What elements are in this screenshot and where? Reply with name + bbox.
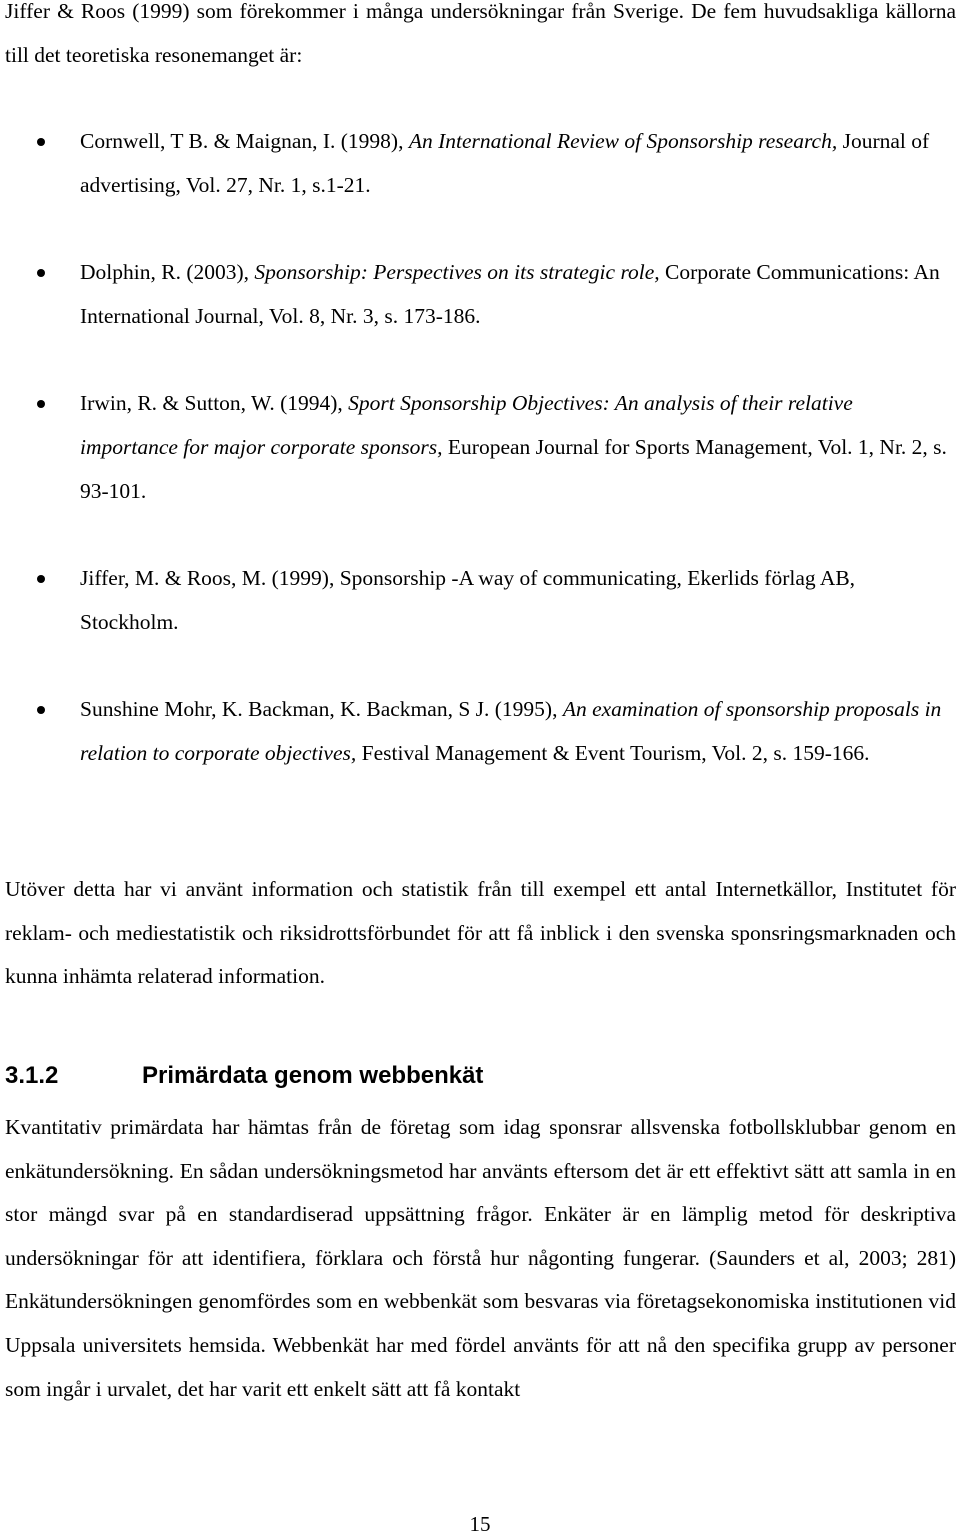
reference-item <box>0 120 960 207</box>
reference-authors: Dolphin, R. (2003), <box>80 260 250 285</box>
reference-authors: Cornwell, T B. & Maignan, I. (1998), <box>80 129 404 153</box>
reference-source: European Journal for Sports Management, Vol. 1, Nr. 2, s. 93-101. <box>80 434 947 503</box>
reference-list <box>0 120 960 820</box>
reference-title: An examination of sponsorship proposals in relation to corporate objectives, <box>80 697 942 765</box>
reference-item <box>0 688 960 775</box>
section-heading <box>5 1058 483 1094</box>
bullet-icon <box>37 400 45 408</box>
reference-source: Corporate Communications: An International Journal, Vol. 8, Nr. 3, s. 173-186. <box>80 260 940 328</box>
bullet-icon <box>37 575 45 583</box>
reference-authors: Sunshine Mohr, K. Backman, K. Backman, S J. (1995), <box>80 697 558 722</box>
reference-item <box>0 557 960 644</box>
bullet-icon <box>37 269 45 277</box>
reference-authors: Irwin, R. & Sutton, W. (1994), <box>80 391 343 416</box>
section-number: 3.1.2 <box>5 1062 59 1089</box>
bullet-icon <box>37 706 45 714</box>
reference-source: Festival Management & Event Tourism, Vol. 2, s. 159-166. <box>361 740 870 765</box>
page-number: 15 <box>469 1512 491 1536</box>
reference-title: An International Review of Sponsorship research, <box>408 129 838 153</box>
body-paragraph: Utöver detta har vi använt information och statistik från till exempel ett antal Internetkällor, Institutet för reklam- och mediestatistik och riksidrottsförbundet för att få inblick i den svenska sponsringsmarknaden och kunna inhämta relaterad information. <box>5 877 956 989</box>
reference-item <box>0 251 960 338</box>
reference-title: Sponsorship: Perspectives on its strategic role, <box>254 260 660 285</box>
reference-title: Sport Sponsorship Objectives: An analysis of their relative importance for major corporate sponsors, <box>80 391 853 459</box>
section-title: Primärdata genom webbenkät <box>142 1062 484 1089</box>
section-paragraph: Kvantitativ primärdata har hämtas från de företag som idag sponsrar allsvenska fotbollsklubbar genom en enkätundersökning. En sådan undersökningsmetod har använts eftersom det är ett effektivt sätt att samla in en stor mängd svar på en standardiserad uppsättning frågor. Enkäter är en lämplig metod för deskriptiva undersökningar för att identifiera, förklara och förstå hur någonting fungerar. (Saunders et al, 2003; 281) Enkätundersökningen genomfördes som en webbenkät som besvaras via företagsekonomiska institutionen vid Uppsala universitets hemsida. Webbenkät har med fördel använts för att nå den specifika grupp av personer som ingår i urvalet, det har varit ett enkelt sätt att få kontakt <box>5 1115 956 1401</box>
bullet-icon <box>37 138 45 146</box>
reference-source: Journal of advertising, Vol. 27, Nr. 1, s.1-21. <box>80 129 930 197</box>
intro-paragraph: Jiffer & Roos (1999) som förekommer i många undersökningar från Sverige. De fem huvudsakliga källorna till det teoretiska resonemanget är: <box>5 0 956 67</box>
reference-authors: Jiffer, M. & Roos, M. (1999), Sponsorship -A way of communicating, Ekerlids förlag AB, Stockholm. <box>80 566 856 634</box>
reference-item <box>0 382 960 513</box>
